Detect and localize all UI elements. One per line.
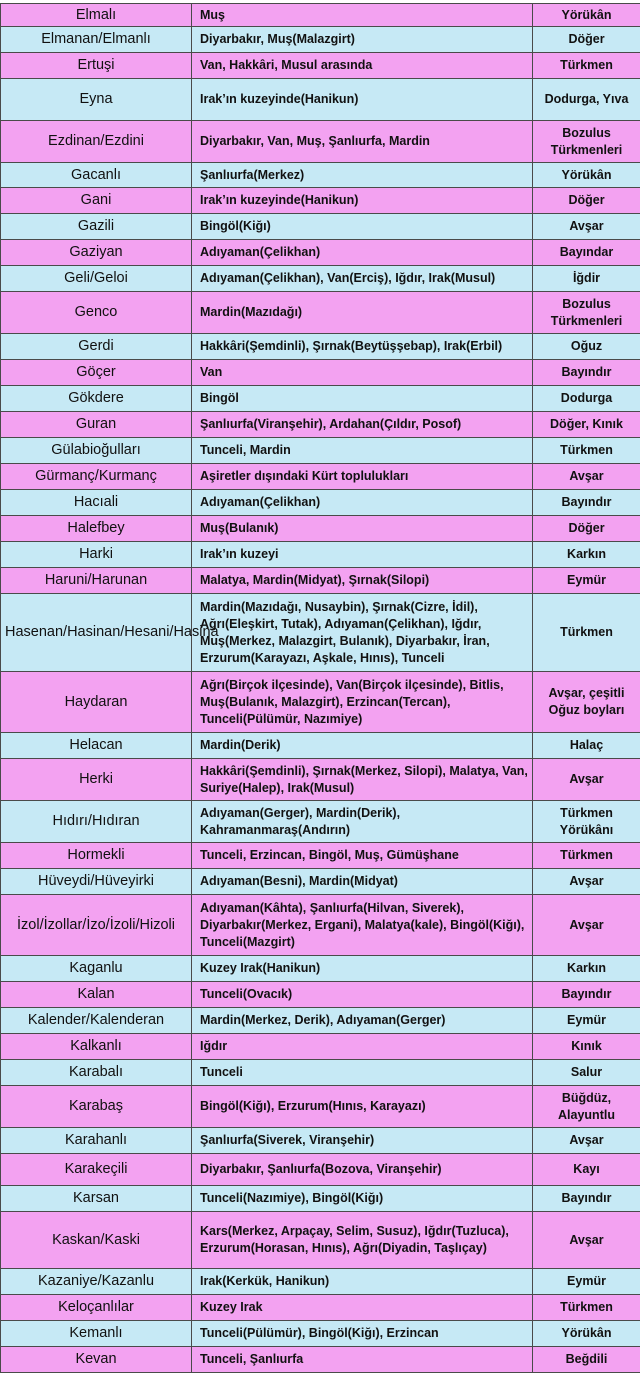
oguz-group-cell: Türkmen <box>533 1295 640 1321</box>
table-row <box>1 1060 640 1086</box>
location-cell: Tunceli(Ovacık) <box>192 982 533 1008</box>
table-row <box>1 266 640 292</box>
table-row <box>1 464 640 490</box>
oguz-group-cell: Avşar <box>533 464 640 490</box>
tribe-name-cell: Gürmanç/Kurmanç <box>1 464 192 490</box>
table-row <box>1 240 640 266</box>
location-cell: Adıyaman(Çelikhan) <box>192 240 533 266</box>
location-cell: Bingöl(Kiğı) <box>192 214 533 240</box>
oguz-group-cell: Bozulus Türkmenleri <box>533 292 640 334</box>
oguz-group-cell: Döğer <box>533 516 640 542</box>
table-row <box>1 843 640 869</box>
location-cell: Van <box>192 360 533 386</box>
oguz-group-cell: Eymür <box>533 1269 640 1295</box>
table-row <box>1 956 640 982</box>
location-cell: Diyarbakır, Muş(Malazgirt) <box>192 27 533 53</box>
tribe-name-cell: Haydaran <box>1 672 192 733</box>
tribe-name-cell: Karabaş <box>1 1086 192 1128</box>
location-cell: Tunceli(Nazımiye), Bingöl(Kiğı) <box>192 1186 533 1212</box>
oguz-group-cell: Halaç <box>533 733 640 759</box>
location-cell: Kars(Merkez, Arpaçay, Selim, Susuz), Iğdır(Tuzluca), Erzurum(Horasan, Hınıs), Ağrı(Diyadin, Taşlıçay) <box>192 1212 533 1269</box>
oguz-group-cell: Avşar <box>533 759 640 801</box>
tribe-name-cell: Haruni/Harunan <box>1 568 192 594</box>
table-row <box>1 1086 640 1128</box>
table-row <box>1 594 640 672</box>
oguz-group-cell: Bayındır <box>533 360 640 386</box>
tribe-name-cell: Kalender/Kalenderan <box>1 1008 192 1034</box>
table-row <box>1 1034 640 1060</box>
tribe-name-cell: Karakeçili <box>1 1154 192 1186</box>
table-row <box>1 801 640 843</box>
tribe-name-cell: Genco <box>1 292 192 334</box>
location-cell: Malatya, Mardin(Midyat), Şırnak(Silopi) <box>192 568 533 594</box>
oguz-group-cell: Bayındır <box>533 1186 640 1212</box>
oguz-group-cell: Döğer <box>533 27 640 53</box>
tribe-name-cell: Halefbey <box>1 516 192 542</box>
table-row <box>1 516 640 542</box>
tribe-name-cell: İzol/İzollar/İzo/İzoli/Hizoli <box>1 895 192 956</box>
oguz-group-cell: Avşar <box>533 1212 640 1269</box>
table-row <box>1 568 640 594</box>
table-row <box>1 27 640 53</box>
oguz-group-cell: Beğdili <box>533 1347 640 1373</box>
table-row <box>1 79 640 121</box>
table-row <box>1 672 640 733</box>
location-cell: Tunceli(Pülümür), Bingöl(Kiğı), Erzincan <box>192 1321 533 1347</box>
table-row <box>1 121 640 163</box>
location-cell: Adıyaman(Kâhta), Şanlıurfa(Hilvan, Siverek), Diyarbakır(Merkez, Ergani), Malatya(kale), Bingöl(Kiğı), Tunceli(Mazgirt) <box>192 895 533 956</box>
location-cell: Adıyaman(Besni), Mardin(Midyat) <box>192 869 533 895</box>
tribe-name-cell: Eyna <box>1 79 192 121</box>
tribe-name-cell: Gani <box>1 188 192 214</box>
table-body <box>1 4 640 1373</box>
location-cell: Bingöl(Kiğı), Erzurum(Hınıs, Karayazı) <box>192 1086 533 1128</box>
table-row <box>1 4 640 27</box>
oguz-group-cell: Avşar <box>533 869 640 895</box>
tribe-name-cell: Kevan <box>1 1347 192 1373</box>
oguz-group-cell: Yörükân <box>533 163 640 188</box>
oguz-group-cell: Avşar <box>533 214 640 240</box>
table-row <box>1 1128 640 1154</box>
tribe-name-cell: Harki <box>1 542 192 568</box>
table-row <box>1 53 640 79</box>
tribe-name-cell: Herki <box>1 759 192 801</box>
oguz-group-cell: Yörükân <box>533 1321 640 1347</box>
tribe-name-cell: Hormekli <box>1 843 192 869</box>
tribe-table <box>0 3 640 1373</box>
location-cell: Hakkâri(Şemdinli), Şırnak(Merkez, Silopi), Malatya, Van, Suriye(Halep), Irak(Musul) <box>192 759 533 801</box>
tribe-name-cell: Kalkanlı <box>1 1034 192 1060</box>
oguz-group-cell: Eymür <box>533 568 640 594</box>
location-cell: Mardin(Derik) <box>192 733 533 759</box>
oguz-group-cell: Yörükân <box>533 4 640 27</box>
tribe-name-cell: Elmalı <box>1 4 192 27</box>
tribe-name-cell: Karsan <box>1 1186 192 1212</box>
oguz-group-cell: Kınık <box>533 1034 640 1060</box>
location-cell: Mardin(Mazıdağı) <box>192 292 533 334</box>
location-cell: Adıyaman(Çelikhan) <box>192 490 533 516</box>
oguz-group-cell: Karkın <box>533 542 640 568</box>
location-cell: Bingöl <box>192 386 533 412</box>
location-cell: Kuzey Irak <box>192 1295 533 1321</box>
table-row <box>1 163 640 188</box>
oguz-group-cell: Döğer <box>533 188 640 214</box>
tribe-name-cell: Gülabioğulları <box>1 438 192 464</box>
tribe-name-cell: Gazili <box>1 214 192 240</box>
tribe-name-cell: Karabalı <box>1 1060 192 1086</box>
location-cell: Tunceli, Mardin <box>192 438 533 464</box>
tribe-name-cell: Elmanan/Elmanlı <box>1 27 192 53</box>
oguz-group-cell: Avşar, çeşitli Oğuz boyları <box>533 672 640 733</box>
table-row <box>1 982 640 1008</box>
tribe-name-cell: Gaziyan <box>1 240 192 266</box>
location-cell: Adıyaman(Gerger), Mardin(Derik), Kahramanmaraş(Andırın) <box>192 801 533 843</box>
location-cell: Irak’ın kuzeyi <box>192 542 533 568</box>
table-row <box>1 1321 640 1347</box>
oguz-group-cell: Salur <box>533 1060 640 1086</box>
table-row <box>1 1295 640 1321</box>
table-row <box>1 292 640 334</box>
oguz-group-cell: Oğuz <box>533 334 640 360</box>
location-cell: Aşiretler dışındaki Kürt toplulukları <box>192 464 533 490</box>
tribe-name-cell: Kaskan/Kaski <box>1 1212 192 1269</box>
oguz-group-cell: Türkmen <box>533 53 640 79</box>
tribe-name-cell: Geli/Geloi <box>1 266 192 292</box>
oguz-group-cell: Bozulus Türkmenleri <box>533 121 640 163</box>
tribe-name-cell: Helacan <box>1 733 192 759</box>
oguz-group-cell: Avşar <box>533 895 640 956</box>
oguz-group-cell: Bayındır <box>533 982 640 1008</box>
tribe-name-cell: Keloçanlılar <box>1 1295 192 1321</box>
oguz-group-cell: Karkın <box>533 956 640 982</box>
table-row <box>1 1008 640 1034</box>
oguz-group-cell: Türkmen Yörükânı <box>533 801 640 843</box>
tribe-name-cell: Hüveydi/Hüveyirki <box>1 869 192 895</box>
location-cell: Tunceli, Şanlıurfa <box>192 1347 533 1373</box>
location-cell: Iğdır <box>192 1034 533 1060</box>
oguz-group-cell: Dodurga <box>533 386 640 412</box>
oguz-group-cell: Döğer, Kınık <box>533 412 640 438</box>
table-row <box>1 490 640 516</box>
table-row <box>1 360 640 386</box>
table-row <box>1 1186 640 1212</box>
oguz-group-cell: Eymür <box>533 1008 640 1034</box>
location-cell: Adıyaman(Çelikhan), Van(Erciş), Iğdır, Irak(Musul) <box>192 266 533 292</box>
tribe-name-cell: Göçer <box>1 360 192 386</box>
location-cell: Tunceli <box>192 1060 533 1086</box>
location-cell: Diyarbakır, Van, Muş, Şanlıurfa, Mardin <box>192 121 533 163</box>
location-cell: Şanlıurfa(Siverek, Viranşehir) <box>192 1128 533 1154</box>
table-row <box>1 1347 640 1373</box>
tribe-name-cell: Gerdi <box>1 334 192 360</box>
oguz-group-cell: Bayındar <box>533 240 640 266</box>
table-row <box>1 334 640 360</box>
table-row <box>1 438 640 464</box>
location-cell: Diyarbakır, Şanlıurfa(Bozova, Viranşehir) <box>192 1154 533 1186</box>
location-cell: Irak’ın kuzeyinde(Hanikun) <box>192 79 533 121</box>
tribe-name-cell: Gökdere <box>1 386 192 412</box>
oguz-group-cell: Dodurga, Yıva <box>533 79 640 121</box>
oguz-group-cell: Türkmen <box>533 843 640 869</box>
oguz-group-cell: Büğdüz, Alayuntlu <box>533 1086 640 1128</box>
location-cell: Şanlıurfa(Merkez) <box>192 163 533 188</box>
location-cell: Kuzey Irak(Hanikun) <box>192 956 533 982</box>
location-cell: Tunceli, Erzincan, Bingöl, Muş, Gümüşhane <box>192 843 533 869</box>
oguz-group-cell: Avşar <box>533 1128 640 1154</box>
tribe-name-cell: Ezdinan/Ezdini <box>1 121 192 163</box>
location-cell: Mardin(Mazıdağı, Nusaybin), Şırnak(Cizre, İdil), Ağrı(Eleşkirt, Tutak), Adıyaman(Çelikhan), Iğdır, Muş(Merkez, Malazgirt, Bulanık), Diyarbakır, İran, Erzurum(Karayazı, Aşkale, Hınıs), Tunceli <box>192 594 533 672</box>
tribe-name-cell: Hacıali <box>1 490 192 516</box>
table-row <box>1 1212 640 1269</box>
tribe-name-cell: Kalan <box>1 982 192 1008</box>
tribe-name-cell: Hıdırı/Hıdıran <box>1 801 192 843</box>
location-cell: Irak(Kerkük, Hanikun) <box>192 1269 533 1295</box>
table-row <box>1 542 640 568</box>
location-cell: Van, Hakkâri, Musul arasında <box>192 53 533 79</box>
table-row <box>1 895 640 956</box>
tribe-name-cell: Hasenan/Hasinan/Hesani/Hasina <box>1 594 192 672</box>
location-cell: Mardin(Merkez, Derik), Adıyaman(Gerger) <box>192 1008 533 1034</box>
oguz-group-cell: İğdir <box>533 266 640 292</box>
table-row <box>1 386 640 412</box>
table-row <box>1 759 640 801</box>
location-cell: Muş <box>192 4 533 27</box>
table-row <box>1 1154 640 1186</box>
table-row <box>1 412 640 438</box>
oguz-group-cell: Türkmen <box>533 594 640 672</box>
location-cell: Ağrı(Birçok ilçesinde), Van(Birçok ilçesinde), Bitlis, Muş(Bulanık, Malazgirt), Erzincan(Tercan), Tunceli(Pülümür, Nazımiye) <box>192 672 533 733</box>
oguz-group-cell: Türkmen <box>533 438 640 464</box>
table-row <box>1 1269 640 1295</box>
table-row <box>1 188 640 214</box>
location-cell: Irak’ın kuzeyinde(Hanikun) <box>192 188 533 214</box>
location-cell: Muş(Bulanık) <box>192 516 533 542</box>
tribe-name-cell: Kaganlu <box>1 956 192 982</box>
tribe-name-cell: Karahanlı <box>1 1128 192 1154</box>
oguz-group-cell: Kayı <box>533 1154 640 1186</box>
tribe-name-cell: Kemanlı <box>1 1321 192 1347</box>
location-cell: Hakkâri(Şemdinli), Şırnak(Beytüşşebap), Irak(Erbil) <box>192 334 533 360</box>
oguz-group-cell: Bayındır <box>533 490 640 516</box>
tribe-name-cell: Kazaniye/Kazanlu <box>1 1269 192 1295</box>
tribe-name-cell: Ertuşi <box>1 53 192 79</box>
table-row <box>1 733 640 759</box>
table-row <box>1 869 640 895</box>
location-cell: Şanlıurfa(Viranşehir), Ardahan(Çıldır, Posof) <box>192 412 533 438</box>
tribe-name-cell: Gacanlı <box>1 163 192 188</box>
tribe-name-cell: Guran <box>1 412 192 438</box>
table-row <box>1 214 640 240</box>
